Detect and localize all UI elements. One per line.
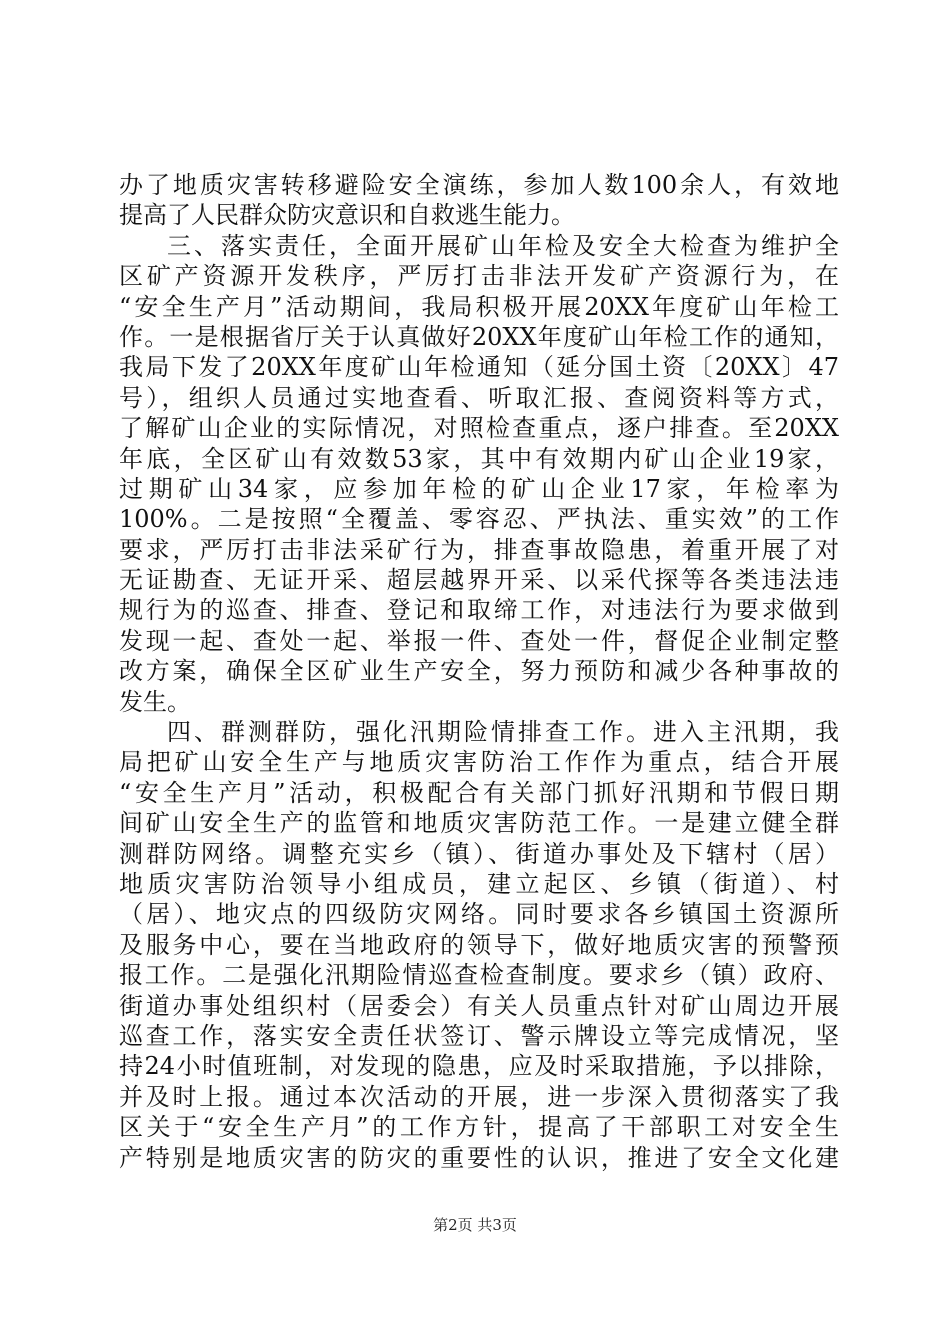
text-line: 办了地质灾害转移避险安全演练，参加人数100余人，有效地 (119, 171, 839, 199)
text-line: 要求，严厉打击非法采矿行为，排查事故隐患，着重开展了对 (119, 535, 839, 564)
text-line: 报工作。二是强化汛期险情巡查检查制度。要求乡（镇）政府、 (119, 961, 839, 990)
text-line: 局把矿山安全生产与地质灾害防治工作作为重点，结合开展 (119, 748, 839, 777)
text-line: 无证勘查、无证开采、超层越界开采、以采代探等各类违法违 (119, 566, 839, 595)
text-line: 及服务中心，要在当地政府的领导下，做好地质灾害的预警预 (119, 930, 839, 959)
page-footer: 第2页 共3页 (433, 1216, 517, 1234)
text-line: 改方案，确保全区矿业生产安全，努力预防和减少各种事故的 (119, 657, 839, 686)
text-line: 并及时上报。通过本次活动的开展，进一步深入贯彻落实了我 (119, 1082, 839, 1111)
text-line: 我局下发了20XX年度矿山年检通知（延分国土资〔20XX〕47 (119, 353, 839, 382)
text-line: 间矿山安全生产的监管和地质灾害防范工作。一是建立健全群 (119, 809, 839, 838)
text-line: 作。一是根据省厅关于认真做好20XX年度矿山年检工作的通知， (119, 322, 839, 351)
text-line: 地质灾害防治领导小组成员，建立起区、乡镇（街道）、村 (119, 869, 839, 898)
text-line: 区关于“安全生产月”的工作方针，提高了干部职工对安全生 (119, 1113, 839, 1142)
text-line: “安全生产月”活动，积极配合有关部门抓好汛期和节假日期 (119, 778, 839, 807)
document-body (119, 170, 839, 1173)
text-line: “安全生产月”活动期间，我局积极开展20XX年度矿山年检工 (119, 292, 839, 321)
text-line: 发生。 (119, 687, 191, 716)
text-line: 规行为的巡查、排查、登记和取缔工作，对违法行为要求做到 (119, 596, 839, 625)
text-line: 三、落实责任，全面开展矿山年检及安全大检查为维护全 (167, 231, 839, 260)
text-line: 年底，全区矿山有效数53家，其中有效期内矿山企业19家， (119, 444, 839, 473)
text-line: 持24小时值班制，对发现的隐患，应及时采取措施，予以排除， (119, 1052, 839, 1081)
text-line: （居）、地灾点的四级防灾网络。同时要求各乡镇国土资源所 (119, 900, 839, 929)
text-line: 提高了人民群众防灾意识和自救逃生能力。 (119, 201, 575, 230)
text-line: 区矿产资源开发秩序，严厉打击非法开发矿产资源行为，在 (119, 262, 839, 291)
text-line: 四、群测群防，强化汛期险情排查工作。进入主汛期，我 (167, 718, 839, 747)
text-line: 发现一起、查处一起、举报一件、查处一件，督促企业制定整 (119, 626, 839, 655)
text-line: 产特别是地质灾害的防灾的重要性的认识，推进了安全文化建 (119, 1143, 839, 1172)
text-line: 过期矿山34家，应参加年检的矿山企业17家，年检率为 (119, 474, 839, 503)
text-line: 了解矿山企业的实际情况，对照检查重点，逐户排查。至20XX (119, 414, 839, 443)
text-line: 测群防网络。调整充实乡（镇）、街道办事处及下辖村（居） (119, 839, 839, 868)
text-line: 街道办事处组织村（居委会）有关人员重点针对矿山周边开展 (119, 991, 839, 1020)
text-line: 号），组织人员通过实地查看、听取汇报、查阅资料等方式， (119, 383, 839, 412)
text-line: 巡查工作，落实安全责任状签订、警示牌设立等完成情况，坚 (119, 1021, 839, 1050)
text-line: 100%。二是按照“全覆盖、零容忍、严执法、重实效”的工作 (119, 505, 839, 534)
